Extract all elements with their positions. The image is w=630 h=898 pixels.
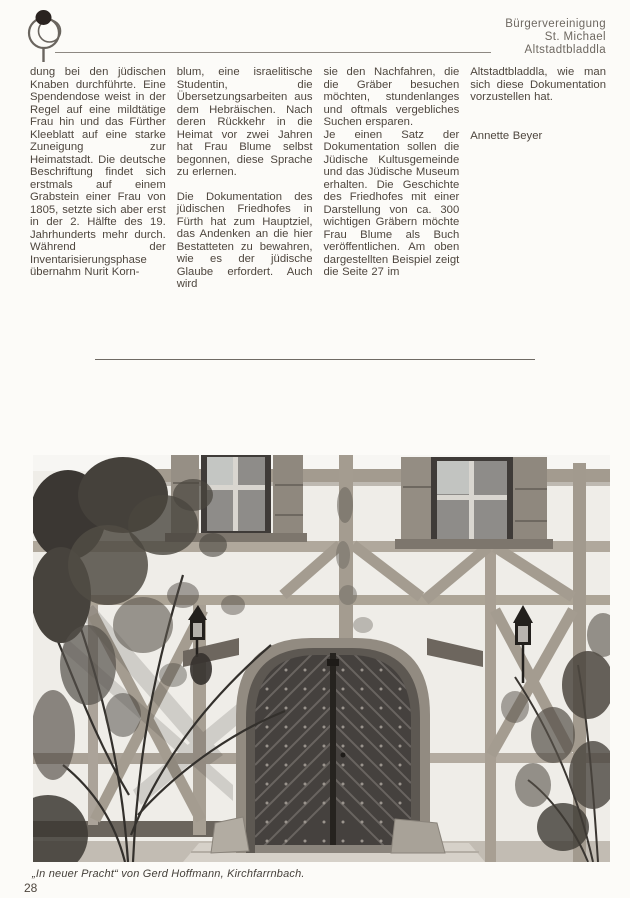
org-line-2: St. Michael [544, 31, 606, 43]
paragraph: dung bei den jüdischen Knaben durchführte. Eine Spendendose weist in der Regel auf eine mildtätige Frau hin und das Fürther Kleeblatt auf eine starke Zuneigung zur Heimatstadt. Die deutsche Beschriftung findet sich erstmals auf einem Grabstein einer Frau von 1805, setzte sich aber erst in der 2. Hälfte des 19. Jahrhunderts mehr durch. Während der Inventarisierungsphase übernahm Nurit Korn- [30, 66, 166, 278]
text-column-3 [324, 66, 460, 291]
author-byline: Annette Beyer [470, 129, 543, 142]
photo-window-right [395, 457, 553, 549]
paragraph: Je einen Satz der Dokumentation sollen die Jüdische Kultusgemeinde und das Jüdische Museum erhalten. Die Geschichte des Friedhofes mit einer Darstellung von ca. 300 wichtigen Gräbern möchte Frau Blume als Buch veröffentlichen. Am oben dargestellten Beispiel zeigt die Seite 27 im [323, 128, 460, 278]
bv-st-michael-logo-icon [26, 7, 68, 63]
paragraph: sie den Nachfahren, die die Gräber besuchen möchten, stundenlanges und oftmals vergebliches Suchen ersparen. [323, 66, 460, 128]
photo-caption: „In neuer Pracht“ von Gerd Hoffmann, Kirchfarrnbach. [32, 868, 305, 880]
section-divider [95, 359, 535, 360]
page-number: 28 [24, 881, 38, 895]
paragraph: Altstadtbladdla, wie man sich diese Dokumentation vorzustellen hat. [470, 66, 606, 103]
article-body [30, 66, 606, 291]
paragraph: blum, eine israelitische Studentin, die Übersetzungsarbeiten aus dem Hebräischen. Nach deren Rückkehr in die Heimat vor zwei Jahren hat Frau Blume selbst begonnen, diese Sprache zu erlernen. [176, 66, 313, 178]
header-rule [55, 52, 491, 53]
text-column-2 [177, 66, 313, 291]
org-line-3: Altstadtbladdla [524, 44, 606, 56]
masthead [505, 18, 606, 57]
org-line-1: Bürgervereinigung [505, 18, 606, 30]
paragraph: Die Dokumentation des jüdischen Friedhofes in Fürth hat zum Hauptziel, das Andenken an die hier Bestatteten zu bewahren, wie es der jüdische Glaube erfordert. Auch wird [176, 190, 313, 290]
text-column-4 [470, 66, 606, 291]
photo-half-timbered-house [33, 455, 610, 862]
text-column-1 [30, 66, 166, 291]
